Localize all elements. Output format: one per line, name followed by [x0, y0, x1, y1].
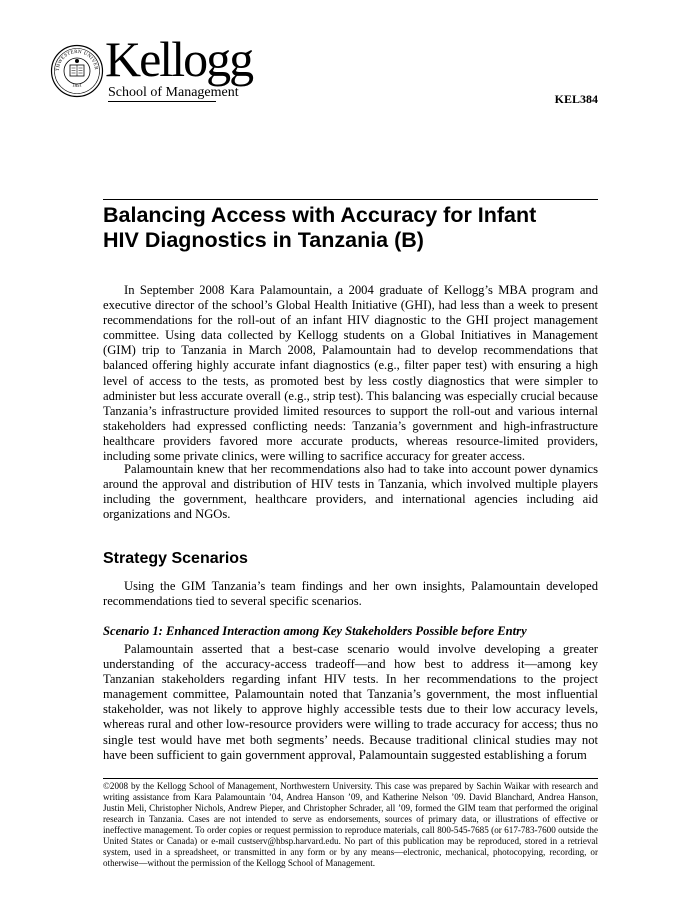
seal-year: 1851: [71, 83, 83, 90]
copyright-footer: ©2008 by the Kellogg School of Management, Northwestern University. This case was prepared by Sachin Waikar with research and writing assistance from Kara Palamountain ’04, Andrea Hanson ’09, and Katherine Nelson ’09. David Blanchard, Andrea Hanson, Justin Meli, Christopher Nichols, Andrew Pieper, and Christopher Schrader, all ’09, formed the GIM team that performed the original research in Tanzania. Cases are not intended to serve as endorsements, sources of primary data, or illustrations of effective or ineffective management. To order copies or request permission to reproduce materials, call 800-545-7685 (or 617-783-7600 outside the United States or Canada) or e-mail custserv@hbsp.harvard.edu. No part of this publication may be reproduced, stored in a retrieval system, used in a spreadsheet, or transmitted in any form or by any means—electronic, mechanical, photocopying, recording, or otherwise—without the permission of the Kellogg School of Management.: [103, 781, 598, 868]
title-divider: [103, 199, 598, 200]
svg-text:1851: [72, 83, 83, 89]
footer-divider: [103, 778, 598, 779]
university-seal-icon: [50, 44, 104, 98]
intro-paragraph: In September 2008 Kara Palamountain, a 2004 graduate of Kellogg’s MBA program and executive director of the school’s Global Health Initiative (GHI), had less than a week to present recommendations for the roll-out of an infant HIV diagnostic to the GHI project management committee. Using data collected by Kellogg students on a Global Initiatives in Management (GIM) trip to Tanzania in March 2008, Palamountain had to develop recommendations that balanced offering highly accurate infant diagnostics (e.g., filter paper test) with ensuring a high level of access to the tests, as promoted best by less costly diagnostics that were simpler to administer but less accurate overall (e.g., strip test). This balancing was especially crucial because Tanzania’s infrastructure provided limited resources to support the roll-out and various internal stakeholders had expressed conflicting needs: Tanzania’s government and high-infrastructure healthcare providers favored more accurate products, whereas resource-limited providers, including some private clinics, were willing to sacrifice accuracy for greater access.: [103, 283, 598, 464]
scenarios-intro-paragraph: Using the GIM Tanzania’s team findings and her own insights, Palamountain developed recommendations tied to several specific scenarios.: [103, 579, 598, 609]
kellogg-logo: [50, 31, 280, 106]
page-title: [103, 203, 598, 253]
section-heading: Strategy Scenarios: [103, 550, 248, 567]
svg-text:NORTHWESTERN UNIVERSITY: [50, 44, 98, 71]
logo-wordmark: Kellogg: [105, 31, 253, 87]
scenario-heading: Scenario 1: Enhanced Interaction among Key Stakeholders Possible before Entry: [103, 624, 527, 638]
seal-text: THWESTERN UNIVER: [55, 49, 99, 72]
scenario-1-paragraph: Palamountain asserted that a best-case scenario would involve developing a greater understanding of the accuracy-access tradeoff—and how best to address it—among key Tanzanian stakeholders regarding infant HIV tests. In her recommendations to the project management committee, Palamountain noted that Tanzania’s government, the most influential stakeholder, was not likely to approve highly accessible tests due to their low accuracy levels, whereas rural and other low-resource providers were willing to trade accuracy for access; thus no single test would have met both segments’ needs. Because traditional clinical studies may not have been sufficient to gain government approval, Palamountain suggested establishing a forum: [103, 642, 598, 762]
title-line-2: HIV Diagnostics in Tanzania (B): [103, 228, 424, 252]
logo-subtitle: School of Management: [108, 85, 239, 100]
case-code: KEL384: [554, 92, 598, 106]
title-line-1: Balancing Access with Accuracy for Infant: [103, 203, 537, 227]
logo-underline: [108, 101, 216, 102]
power-dynamics-paragraph: Palamountain knew that her recommendations also had to take into account power dynamics around the approval and distribution of HIV tests in Tanzania, which involved multiple players including the government, healthcare providers, and international agencies including aid organizations and NGOs.: [103, 462, 598, 522]
